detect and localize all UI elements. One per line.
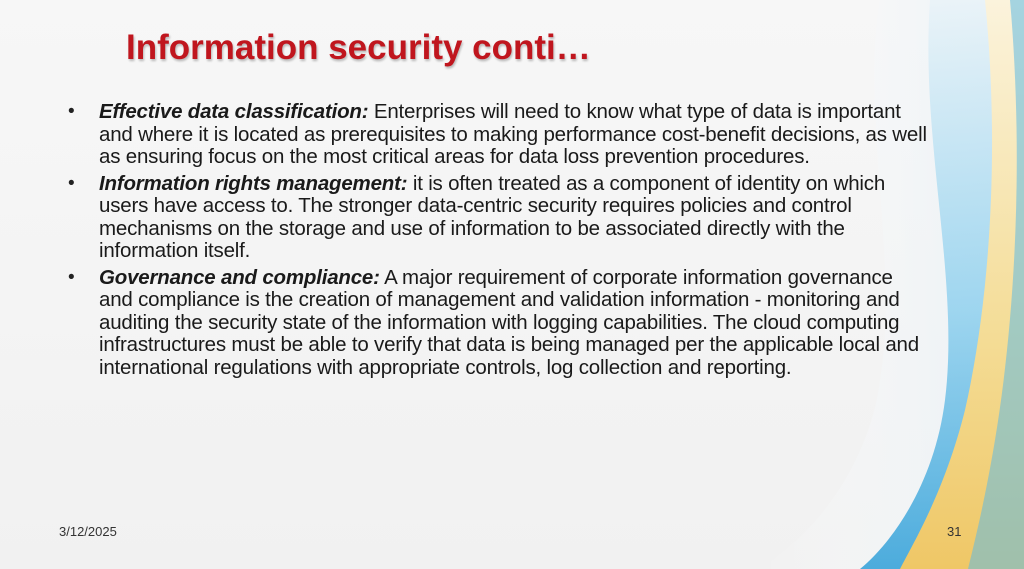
page-number: 31 [947, 524, 962, 539]
bullet-list [68, 101, 928, 383]
bullet-item [68, 101, 928, 169]
bullet-term: Governance and compliance: [99, 265, 380, 289]
bullet-term: Effective data classification: [99, 100, 369, 123]
bullet-item [68, 267, 928, 380]
bullet-text [99, 173, 928, 263]
bullet-body: A major requirement of corporate information governance and compliance is the creation of management and validation information - monitoring and auditing the security state of the information with logging capabilities. The cloud computing infrastructures must be able to verify that data is being managed per the applicable local and international regulations with appropriate controls, log collection and reporting. [99, 265, 919, 379]
slide-title: Information security conti… [126, 28, 591, 67]
bullet-icon: • [68, 101, 75, 122]
bullet-text [99, 267, 928, 380]
bullet-body: it is often treated as a component of identity on which users have access to. The stronger data-centric security requires policies and control mechanisms on the storage and use of information to be associated directly with the information itself. [99, 171, 886, 262]
bullet-icon: • [68, 266, 75, 288]
bullet-term: Information rights management: [99, 171, 408, 195]
footer-date: 3/12/2025 [59, 524, 117, 539]
bullet-body: Enterprises will need to know what type of data is important and where it is located as prerequisites to making performance cost-benefit decisions, as well as ensuring focus on the most critical areas for data loss prevention procedures. [99, 100, 927, 168]
bullet-icon: • [68, 172, 75, 194]
bullet-item [68, 173, 928, 263]
bullet-text [99, 101, 928, 169]
